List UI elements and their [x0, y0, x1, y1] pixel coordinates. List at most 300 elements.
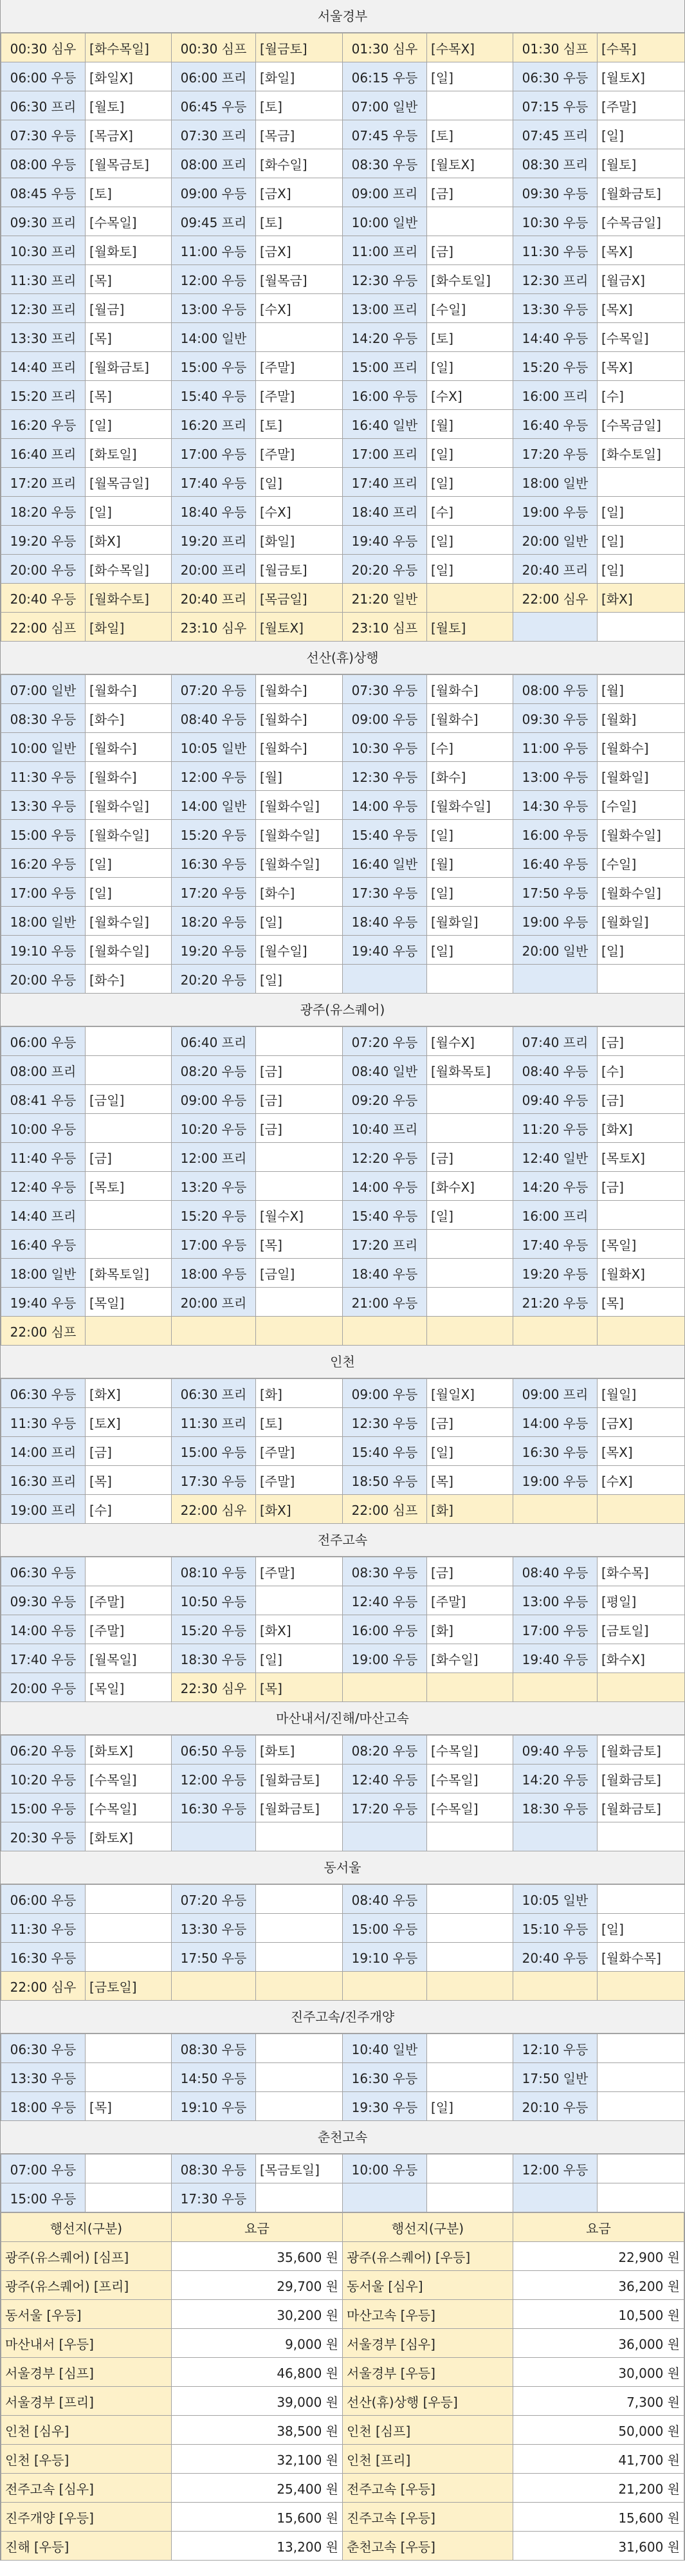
- operating-days: [일]: [427, 352, 513, 381]
- operating-days: [목토]: [86, 1172, 172, 1201]
- departure-time: 14:00 프리: [1, 1437, 86, 1466]
- operating-days: [월화수]: [256, 675, 343, 704]
- departure-time: 19:10 우등: [172, 2092, 256, 2121]
- departure-time: 18:00 일반: [1, 1259, 86, 1288]
- operating-days: [427, 2183, 513, 2212]
- operating-days: [427, 1288, 513, 1317]
- operating-days: [토]: [256, 91, 343, 120]
- operating-days: [목일]: [86, 1673, 172, 1702]
- schedule-table: [1, 1378, 685, 1524]
- fare-amount: 25,400 원: [172, 2474, 343, 2503]
- departure-time: 17:20 우등: [513, 439, 598, 468]
- operating-days: [금일]: [256, 1259, 343, 1288]
- departure-time: 08:30 우등: [172, 2154, 256, 2183]
- departure-time: 08:30 프리: [513, 149, 598, 178]
- operating-days: [수일]: [598, 849, 685, 878]
- departure-time: 08:20 우등: [172, 1056, 256, 1085]
- fare-destination: 마산고속 [우등]: [343, 2300, 513, 2329]
- departure-time: 19:00 우등: [513, 1466, 598, 1495]
- operating-days: [월토]: [598, 149, 685, 178]
- schedule-table: [1, 2154, 685, 2212]
- operating-days: [598, 1822, 685, 1851]
- operating-days: [86, 2154, 172, 2183]
- operating-days: [일]: [427, 1437, 513, 1466]
- departure-time: [513, 613, 598, 642]
- departure-time: 15:10 우등: [513, 1914, 598, 1943]
- departure-time: 09:00 프리: [513, 1379, 598, 1408]
- schedule-row: [1, 2154, 685, 2183]
- departure-time: 19:20 우등: [1, 526, 86, 555]
- departure-time: 17:50 일반: [513, 2063, 598, 2092]
- departure-time: 07:15 우등: [513, 91, 598, 120]
- schedule-row: [1, 381, 685, 410]
- departure-time: 08:00 우등: [1, 149, 86, 178]
- fare-destination: 광주(유스퀘어) [우등]: [343, 2242, 513, 2271]
- operating-days: [598, 1673, 685, 1702]
- operating-days: [목금]: [256, 120, 343, 149]
- operating-days: [목금일]: [256, 584, 343, 613]
- operating-days: [월화수]: [256, 733, 343, 762]
- operating-days: [주말]: [256, 439, 343, 468]
- operating-days: [화토X]: [86, 1736, 172, 1765]
- operating-days: [화수목일]: [86, 555, 172, 584]
- section-title: 선산(휴)상행: [1, 642, 684, 674]
- schedule-row: [1, 323, 685, 352]
- schedule-row: [1, 1379, 685, 1408]
- schedule-row: [1, 62, 685, 91]
- departure-time: 16:40 우등: [513, 849, 598, 878]
- operating-days: [화수]: [256, 878, 343, 907]
- operating-days: [월화수목]: [598, 1943, 685, 1972]
- operating-days: [일]: [427, 62, 513, 91]
- departure-time: 09:30 우등: [1, 1586, 86, 1615]
- departure-time: 18:20 우등: [1, 497, 86, 526]
- fare-amount: 15,600 원: [513, 2503, 684, 2532]
- schedule-row: [1, 675, 685, 704]
- schedule-row: [1, 120, 685, 149]
- departure-time: 19:00 우등: [343, 1644, 427, 1673]
- departure-time: 15:00 우등: [343, 1914, 427, 1943]
- operating-days: [목]: [86, 1466, 172, 1495]
- operating-days: [월목금토]: [86, 149, 172, 178]
- schedule-table: [1, 1735, 685, 1851]
- operating-days: [주말]: [256, 352, 343, 381]
- departure-time: 09:45 프리: [172, 207, 256, 236]
- operating-days: [주말]: [598, 91, 685, 120]
- operating-days: [목금토일]: [256, 2154, 343, 2183]
- departure-time: 21:20 우등: [513, 1288, 598, 1317]
- departure-time: 09:30 우등: [513, 704, 598, 733]
- fare-amount: 7,300 원: [513, 2387, 684, 2416]
- departure-time: 17:20 우등: [172, 878, 256, 907]
- operating-days: [598, 2063, 685, 2092]
- operating-days: [월화수일]: [256, 791, 343, 820]
- departure-time: 19:30 우등: [343, 2092, 427, 2121]
- operating-days: [598, 1885, 685, 1914]
- operating-days: [금토일]: [598, 1615, 685, 1644]
- operating-days: [월화수일]: [86, 936, 172, 965]
- departure-time: 19:20 프리: [172, 526, 256, 555]
- departure-time: 07:45 우등: [343, 120, 427, 149]
- fare-destination: 마산내서 [우등]: [1, 2329, 172, 2358]
- schedule-row: [1, 1027, 685, 1056]
- schedule-row: [1, 1644, 685, 1673]
- departure-time: 16:00 프리: [513, 1201, 598, 1230]
- operating-days: [일]: [256, 907, 343, 936]
- operating-days: [수X]: [598, 1466, 685, 1495]
- operating-days: [256, 1586, 343, 1615]
- departure-time: 16:40 프리: [1, 439, 86, 468]
- departure-time: 15:00 우등: [172, 352, 256, 381]
- departure-time: 10:00 일반: [343, 207, 427, 236]
- departure-time: 11:30 우등: [1, 1914, 86, 1943]
- departure-time: 16:00 우등: [343, 1615, 427, 1644]
- departure-time: 06:50 우등: [172, 1736, 256, 1765]
- departure-time: 08:00 프리: [172, 149, 256, 178]
- operating-days: [화수X]: [427, 1172, 513, 1201]
- departure-time: 18:20 우등: [172, 907, 256, 936]
- departure-time: 11:30 프리: [1, 265, 86, 294]
- operating-days: [금]: [598, 1085, 685, 1114]
- operating-days: [금]: [427, 1143, 513, 1172]
- section-title: 인천: [1, 1346, 684, 1378]
- departure-time: 11:30 우등: [513, 236, 598, 265]
- operating-days: [월화수]: [86, 733, 172, 762]
- schedule-row: [1, 1288, 685, 1317]
- operating-days: [256, 2063, 343, 2092]
- departure-time: 14:00 우등: [343, 1172, 427, 1201]
- operating-days: [수일]: [598, 791, 685, 820]
- operating-days: [일]: [256, 468, 343, 497]
- operating-days: [목X]: [598, 236, 685, 265]
- operating-days: [월일]: [598, 1379, 685, 1408]
- departure-time: 18:50 우등: [343, 1466, 427, 1495]
- operating-days: [598, 1317, 685, 1346]
- schedule-row: [1, 1495, 685, 1524]
- operating-days: [256, 1943, 343, 1972]
- operating-days: [평일]: [598, 1586, 685, 1615]
- fare-destination: 전주고속 [심우]: [1, 2474, 172, 2503]
- departure-time: 07:20 우등: [343, 1027, 427, 1056]
- operating-days: [화일]: [86, 613, 172, 642]
- departure-time: 08:30 우등: [343, 1557, 427, 1586]
- operating-days: [427, 2063, 513, 2092]
- departure-time: 17:00 우등: [513, 1615, 598, 1644]
- departure-time: 12:40 일반: [513, 1143, 598, 1172]
- operating-days: [수목일]: [427, 1736, 513, 1765]
- operating-days: [월]: [598, 675, 685, 704]
- departure-time: 22:00 심우: [513, 584, 598, 613]
- departure-time: [172, 1972, 256, 2001]
- departure-time: 20:00 프리: [172, 1288, 256, 1317]
- fare-column-header: 요금: [513, 2213, 684, 2242]
- operating-days: [427, 207, 513, 236]
- departure-time: 20:10 우등: [513, 2092, 598, 2121]
- operating-days: [월화수일]: [598, 820, 685, 849]
- schedule-row: [1, 1586, 685, 1615]
- operating-days: [일]: [427, 439, 513, 468]
- departure-time: 06:40 프리: [172, 1027, 256, 1056]
- departure-time: 00:30 심우: [1, 33, 86, 62]
- operating-days: [86, 2183, 172, 2212]
- departure-time: 10:30 우등: [343, 733, 427, 762]
- fare-header-row: [1, 2213, 684, 2242]
- fare-amount: 36,200 원: [513, 2271, 684, 2300]
- fare-amount: 50,000 원: [513, 2416, 684, 2445]
- departure-time: 16:30 프리: [1, 1466, 86, 1495]
- operating-days: [월]: [427, 849, 513, 878]
- departure-time: 15:00 우등: [1, 2183, 86, 2212]
- operating-days: [수목일]: [86, 207, 172, 236]
- operating-days: [월화수일]: [598, 878, 685, 907]
- operating-days: [수일]: [427, 294, 513, 323]
- operating-days: [토]: [86, 178, 172, 207]
- departure-time: 18:40 우등: [343, 1259, 427, 1288]
- operating-days: [수목일]: [598, 323, 685, 352]
- departure-time: 08:30 우등: [1, 704, 86, 733]
- operating-days: [598, 1495, 685, 1524]
- operating-days: [256, 1914, 343, 1943]
- departure-time: 17:50 우등: [513, 878, 598, 907]
- operating-days: [목]: [598, 1288, 685, 1317]
- departure-time: 11:00 우등: [172, 236, 256, 265]
- operating-days: [금일]: [86, 1085, 172, 1114]
- departure-time: 10:00 우등: [1, 1114, 86, 1143]
- operating-days: [목금X]: [86, 120, 172, 149]
- operating-days: [427, 1230, 513, 1259]
- departure-time: 14:00 일반: [172, 791, 256, 820]
- operating-days: [금]: [86, 1437, 172, 1466]
- departure-time: 06:00 우등: [1, 62, 86, 91]
- schedule-row: [1, 1466, 685, 1495]
- operating-days: [일]: [598, 526, 685, 555]
- departure-time: 12:30 우등: [343, 265, 427, 294]
- departure-time: 08:45 우등: [1, 178, 86, 207]
- operating-days: [일]: [256, 1644, 343, 1673]
- departure-time: 10:40 일반: [343, 2034, 427, 2063]
- operating-days: [월화금토]: [256, 1793, 343, 1822]
- operating-days: [금X]: [256, 178, 343, 207]
- schedule-row: [1, 1736, 685, 1765]
- section-title: 서울경부: [1, 0, 684, 33]
- departure-time: 19:40 우등: [343, 936, 427, 965]
- fare-destination: 선산(휴)상행 [우등]: [343, 2387, 513, 2416]
- operating-days: [수X]: [256, 294, 343, 323]
- fare-destination: 인천 [심우]: [1, 2416, 172, 2445]
- operating-days: [86, 1114, 172, 1143]
- departure-time: 14:00 우등: [343, 791, 427, 820]
- operating-days: [월목금]: [256, 265, 343, 294]
- schedule-row: [1, 410, 685, 439]
- departure-time: 15:00 프리: [343, 352, 427, 381]
- departure-time: 06:00 우등: [1, 1885, 86, 1914]
- departure-time: 10:50 우등: [172, 1586, 256, 1615]
- departure-time: 12:00 우등: [172, 265, 256, 294]
- departure-time: 15:20 우등: [172, 1201, 256, 1230]
- departure-time: 17:40 우등: [1, 1644, 86, 1673]
- operating-days: [화일]: [256, 62, 343, 91]
- departure-time: 11:40 우등: [1, 1143, 86, 1172]
- operating-days: [화일]: [256, 526, 343, 555]
- operating-days: [목]: [86, 2092, 172, 2121]
- departure-time: 09:40 우등: [513, 1736, 598, 1765]
- departure-time: 10:40 프리: [343, 1114, 427, 1143]
- operating-days: [427, 1822, 513, 1851]
- operating-days: [화수목]: [598, 1557, 685, 1586]
- departure-time: [343, 1317, 427, 1346]
- operating-days: [목X]: [598, 352, 685, 381]
- departure-time: 13:30 우등: [1, 791, 86, 820]
- schedule-table: [1, 1557, 685, 1702]
- departure-time: 01:30 심우: [343, 33, 427, 62]
- section-title: 동서울: [1, 1851, 684, 1884]
- operating-days: [목X]: [598, 294, 685, 323]
- departure-time: 19:00 프리: [1, 1495, 86, 1524]
- departure-time: 20:40 우등: [513, 1943, 598, 1972]
- operating-days: [수]: [598, 381, 685, 410]
- departure-time: 13:30 프리: [1, 323, 86, 352]
- departure-time: 06:30 프리: [172, 1379, 256, 1408]
- operating-days: [금]: [427, 178, 513, 207]
- departure-time: 11:30 프리: [172, 1408, 256, 1437]
- departure-time: 14:20 우등: [513, 1765, 598, 1793]
- schedule-row: [1, 555, 685, 584]
- schedule-row: [1, 294, 685, 323]
- operating-days: [주말]: [86, 1586, 172, 1615]
- schedule-row: [1, 207, 685, 236]
- operating-days: [금X]: [598, 1408, 685, 1437]
- operating-days: [화수일]: [256, 149, 343, 178]
- section-title: 마산내서/진해/마산고속: [1, 1702, 684, 1735]
- operating-days: [일]: [427, 936, 513, 965]
- fare-amount: 35,600 원: [172, 2242, 343, 2271]
- operating-days: [화]: [427, 1615, 513, 1644]
- fare-row: [1, 2416, 684, 2445]
- operating-days: [목]: [256, 1673, 343, 1702]
- departure-time: 12:10 우등: [513, 2034, 598, 2063]
- schedule-row: [1, 907, 685, 936]
- departure-time: 20:20 우등: [343, 555, 427, 584]
- operating-days: [월화금토]: [86, 352, 172, 381]
- fare-row: [1, 2329, 684, 2358]
- fare-destination: 서울경부 [심프]: [1, 2358, 172, 2387]
- departure-time: 22:00 심프: [343, 1495, 427, 1524]
- operating-days: [월수일]: [256, 936, 343, 965]
- operating-days: [화토]: [256, 1736, 343, 1765]
- fare-destination: 광주(유스퀘어) [프리]: [1, 2271, 172, 2300]
- operating-days: [월화일]: [598, 907, 685, 936]
- schedule-row: [1, 936, 685, 965]
- departure-time: 16:40 일반: [343, 410, 427, 439]
- departure-time: 14:40 프리: [1, 352, 86, 381]
- departure-time: 17:30 우등: [172, 2183, 256, 2212]
- departure-time: 08:40 우등: [172, 704, 256, 733]
- departure-time: 19:40 우등: [1, 1288, 86, 1317]
- operating-days: [금]: [427, 1408, 513, 1437]
- operating-days: [월화토]: [86, 236, 172, 265]
- operating-days: [598, 613, 685, 642]
- operating-days: [427, 1972, 513, 2001]
- fare-column-header: 행선지(구분): [1, 2213, 172, 2242]
- operating-days: [일]: [86, 878, 172, 907]
- operating-days: [월토X]: [598, 62, 685, 91]
- schedule-row: [1, 1822, 685, 1851]
- fare-amount: 38,500 원: [172, 2416, 343, 2445]
- departure-time: 06:00 우등: [1, 1027, 86, 1056]
- departure-time: 07:20 우등: [172, 675, 256, 704]
- departure-time: [172, 1317, 256, 1346]
- operating-days: [화X]: [86, 526, 172, 555]
- departure-time: 08:20 우등: [343, 1736, 427, 1765]
- fare-amount: 30,000 원: [513, 2358, 684, 2387]
- operating-days: [수목X]: [427, 33, 513, 62]
- schedule-row: [1, 1317, 685, 1346]
- departure-time: 18:00 일반: [513, 468, 598, 497]
- operating-days: [월화일]: [427, 907, 513, 936]
- operating-days: [화수목일]: [86, 33, 172, 62]
- fare-destination: 진해 [우등]: [1, 2532, 172, 2561]
- schedule-row: [1, 1673, 685, 1702]
- departure-time: 20:00 우등: [1, 1673, 86, 1702]
- operating-days: [월화수]: [427, 704, 513, 733]
- operating-days: [화토일]: [86, 439, 172, 468]
- operating-days: [화X]: [256, 1615, 343, 1644]
- departure-time: 17:00 우등: [1, 878, 86, 907]
- operating-days: [256, 1317, 343, 1346]
- departure-time: 17:40 우등: [172, 468, 256, 497]
- operating-days: [598, 468, 685, 497]
- operating-days: [화토X]: [86, 1822, 172, 1851]
- fare-destination: 전주고속 [우등]: [343, 2474, 513, 2503]
- operating-days: [256, 1288, 343, 1317]
- fare-destination: 인천 [우등]: [1, 2445, 172, 2474]
- departure-time: 17:50 우등: [172, 1943, 256, 1972]
- schedule-row: [1, 1793, 685, 1822]
- operating-days: [월화금토]: [598, 1736, 685, 1765]
- operating-days: [수목금일]: [598, 207, 685, 236]
- operating-days: [수목금일]: [598, 410, 685, 439]
- fare-amount: 41,700 원: [513, 2445, 684, 2474]
- operating-days: [256, 1822, 343, 1851]
- departure-time: 14:40 프리: [1, 1201, 86, 1230]
- operating-days: [화일X]: [86, 62, 172, 91]
- operating-days: [월화수]: [427, 675, 513, 704]
- operating-days: [일]: [598, 120, 685, 149]
- schedule-row: [1, 733, 685, 762]
- schedule-row: [1, 468, 685, 497]
- departure-time: 18:00 우등: [172, 1259, 256, 1288]
- fare-row: [1, 2358, 684, 2387]
- departure-time: 12:00 우등: [172, 1765, 256, 1793]
- departure-time: 23:10 심우: [172, 613, 256, 642]
- operating-days: [금]: [427, 236, 513, 265]
- departure-time: 06:20 우등: [1, 1736, 86, 1765]
- operating-days: [427, 1114, 513, 1143]
- operating-days: [금]: [256, 1056, 343, 1085]
- departure-time: 19:10 우등: [1, 936, 86, 965]
- departure-time: 11:00 프리: [343, 236, 427, 265]
- schedule-row: [1, 2063, 685, 2092]
- departure-time: 07:30 우등: [1, 120, 86, 149]
- departure-time: 08:00 프리: [1, 1056, 86, 1085]
- fare-destination: 동서울 [우등]: [1, 2300, 172, 2329]
- departure-time: 16:40 일반: [343, 849, 427, 878]
- fare-destination: 동서울 [심우]: [343, 2271, 513, 2300]
- departure-time: 18:40 우등: [343, 907, 427, 936]
- schedule-row: [1, 497, 685, 526]
- operating-days: [256, 1027, 343, 1056]
- operating-days: [월토X]: [256, 613, 343, 642]
